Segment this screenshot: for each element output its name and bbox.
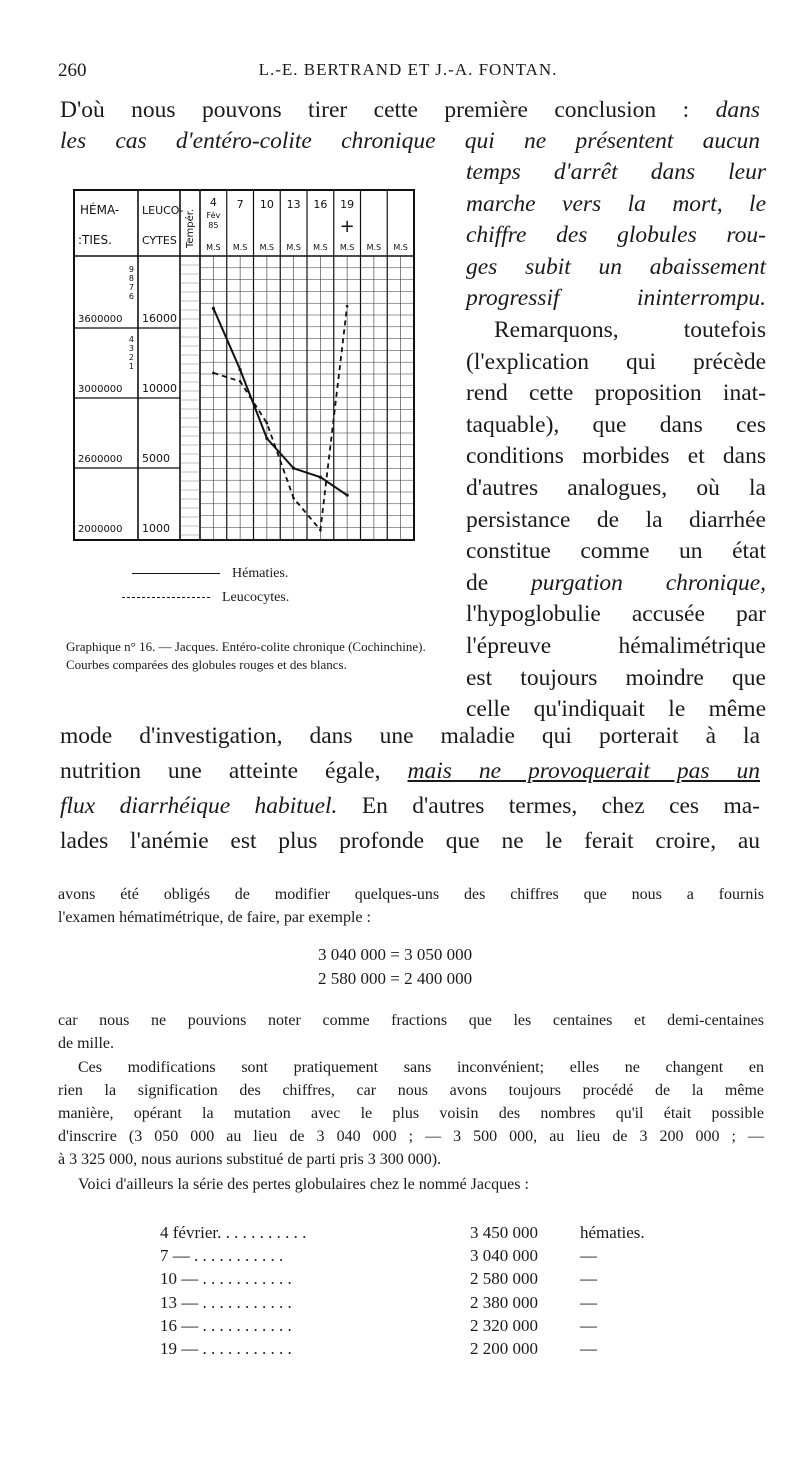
leucocytes-point <box>266 422 269 425</box>
series-unit: — <box>580 1269 597 1289</box>
period-label: M.S <box>313 243 328 252</box>
temperature-label: 7 <box>128 283 134 292</box>
right-column-line: persistance de la diarrhée <box>466 506 766 533</box>
small-text-line: Voici d'ailleurs la série des pertes globulaires chez le nommé Jacques : <box>78 1176 529 1193</box>
right-column-line: celle qu'indiquait le même <box>466 696 766 723</box>
series-date: 10 — . . . . . . . . . . . <box>160 1269 292 1289</box>
period-label: M.S <box>366 243 382 252</box>
series-unit: — <box>580 1339 597 1358</box>
series-row <box>160 1293 597 1313</box>
series-unit: — <box>580 1315 597 1335</box>
small-text-line: de mille. <box>58 1035 114 1052</box>
small-text-line: rien la signification des chiffres, car nous avons toujours procédé de la même <box>58 1082 764 1099</box>
date-label: 19 <box>340 198 355 211</box>
leucocytes-point <box>212 372 215 375</box>
leucocytes-point <box>292 497 295 500</box>
series-value: 3 040 000 <box>470 1246 538 1266</box>
series-row <box>160 1339 597 1359</box>
right-column-line: ges subit un abaissement <box>466 253 766 280</box>
leucocytes-point <box>239 380 242 383</box>
small-text-line: d'inscrire (3 050 000 au lieu de 3 040 000 ; — 3 500 000, au lieu de 3 200 000 ; — <box>58 1128 764 1145</box>
figure-caption: Graphique n° 16. — Jacques. Entéro-colite chronique (Cochinchine). Courbes comparées des globules rouges et des blancs. <box>66 639 426 672</box>
leucocytes-point <box>346 305 349 308</box>
legend-solid: Hématies. <box>66 566 288 582</box>
hematies-label: 3600000 <box>78 314 123 325</box>
intro-line-2: les cas d'entéro-colite chronique qui ne présentent aucun <box>60 128 761 154</box>
series-value: 2 580 000 <box>470 1269 538 1289</box>
series-date: 4 février. . . . . . . . . . . <box>160 1223 307 1242</box>
small-text-line: manière, opérant la mutation avec le plus voisin des nombres qu'il était possible <box>58 1105 764 1122</box>
hematies-point <box>212 307 215 310</box>
right-column-line: constitue comme un état <box>466 538 766 565</box>
series-date: 16 — . . . . . . . . . . . <box>160 1315 292 1335</box>
date-label: 7 <box>236 198 244 211</box>
chart-marks <box>78 196 408 535</box>
period-label: M.S <box>339 243 355 252</box>
series-value: 2 200 000 <box>470 1339 538 1358</box>
hematies-label: 3000000 <box>78 384 123 395</box>
series-date: 7 — . . . . . . . . . . . <box>160 1246 284 1266</box>
header-label: HÉMA- <box>80 203 120 217</box>
small-text-line: car nous ne pouvions noter comme fractions que les centaines et demi-centaines <box>58 1012 764 1029</box>
series-unit: — <box>580 1292 597 1312</box>
intro-line-1: D'où nous pouvons tirer cette première conclusion : dans <box>60 97 760 123</box>
series-row <box>160 1246 597 1266</box>
temperature-label: 9 <box>128 265 134 274</box>
date-label: 10 <box>259 198 274 211</box>
right-column-line: d'autres analogues, où la <box>466 475 766 501</box>
temperature-label: 4 <box>128 335 134 344</box>
legend-dashed: Leucocytes. <box>66 590 289 606</box>
series-unit: — <box>580 1246 597 1266</box>
right-column-line: progressif ininterrompu. <box>466 285 766 312</box>
page-header <box>58 60 758 90</box>
leucocytes-label: 16000 <box>142 312 177 325</box>
blood-count-chart <box>72 188 422 552</box>
date-label: Fév <box>206 211 221 220</box>
continuation-line-1: mode d'investigation, dans une maladie qui porterait à la <box>60 723 760 749</box>
hematies-point <box>319 476 322 479</box>
series-date: 19 — . . . . . . . . . . . <box>160 1339 292 1358</box>
series-date: 13 — . . . . . . . . . . . <box>160 1292 292 1312</box>
series-unit: hématies. <box>580 1223 645 1242</box>
running-title: L.-E. BERTRAND ET J.-A. FONTAN. <box>258 60 558 79</box>
right-column-line: (l'explication qui précède <box>466 348 766 375</box>
continuation-line-2: nutrition une atteinte égale, mais ne provoquerait pas un <box>60 758 761 784</box>
date-label: 4 <box>209 196 217 209</box>
header-label: Tempér. <box>185 208 196 248</box>
date-label: 85 <box>208 221 219 230</box>
right-column-line: marche vers la mort, le <box>466 190 766 217</box>
right-column-line: est toujours moindre que <box>466 664 766 691</box>
period-label: M.S <box>393 243 408 252</box>
right-column-line: temps d'arrêt dans leur <box>466 159 766 185</box>
temperature-label: 1 <box>128 362 134 371</box>
temperature-label: 6 <box>128 292 134 301</box>
small-text-line: Ces modifications sont pratiquement sans inconvénient; elles ne changent en <box>78 1059 764 1076</box>
period-label: M.S <box>286 243 301 252</box>
right-column-line: Remarquons, toutefois <box>494 317 766 343</box>
hematies-point <box>239 368 242 371</box>
series-value: 3 450 000 <box>470 1223 538 1242</box>
right-column-line: conditions morbides et dans <box>466 443 766 470</box>
small-text-line: l'examen hématimétrique, de faire, par exemple : <box>58 909 371 926</box>
date-label: + <box>339 216 355 237</box>
date-label: 16 <box>313 198 328 211</box>
series-value: 2 320 000 <box>470 1315 538 1335</box>
hematies-point <box>346 494 349 497</box>
series-value: 2 380 000 <box>470 1292 538 1312</box>
temperature-label: 8 <box>128 274 134 283</box>
page-number: 260 <box>58 60 87 81</box>
hematies-point <box>292 467 295 470</box>
hematies-label: 2600000 <box>78 454 123 465</box>
leucocytes-label: 1000 <box>142 522 170 535</box>
series-row <box>160 1223 645 1243</box>
header-label: CYTES <box>142 234 177 247</box>
temperature-label: 2 <box>128 353 134 362</box>
period-label: M.S <box>206 243 221 252</box>
right-column-line: rend cette proposition inat- <box>466 380 766 407</box>
continuation-line-4: lades l'anémie est plus profonde que ne le ferait croire, au <box>60 828 760 854</box>
series-row <box>160 1269 597 1289</box>
leucocytes-label: 5000 <box>142 452 170 465</box>
period-label: M.S <box>259 243 275 252</box>
right-column-line: taquable), que dans ces <box>466 411 766 438</box>
hematies-point <box>265 437 268 440</box>
equation-1: 3 040 000 = 3 050 000 <box>318 945 473 964</box>
hematies-label: 2000000 <box>78 524 123 535</box>
period-label: M.S <box>232 243 248 252</box>
temperature-label: 3 <box>128 344 134 353</box>
small-text-line: à 3 325 000, nous aurions substitué de parti pris 3 300 000). <box>58 1151 442 1168</box>
continuation-line-3: flux diarrhéique habituel. En d'autres termes, chez ces ma- <box>60 793 760 819</box>
small-text-line: avons été obligés de modifier quelques-uns des chiffres que nous a fournis <box>58 886 764 903</box>
header-label: :TIES. <box>78 233 112 247</box>
right-column-line: l'épreuve hémalimétrique <box>466 633 766 659</box>
right-column-line: chiffre des globules rou- <box>466 222 766 249</box>
header-label: LEUCO- <box>142 204 184 217</box>
right-column-line: l'hypoglobulie accusée par <box>466 601 766 628</box>
leucocytes-label: 10000 <box>142 382 177 395</box>
date-label: 13 <box>286 198 301 211</box>
leucocytes-point <box>319 529 322 532</box>
series-row <box>160 1316 597 1336</box>
right-column-line: de purgation chronique, <box>466 569 766 596</box>
equation-2: 2 580 000 = 2 400 000 <box>318 969 473 988</box>
